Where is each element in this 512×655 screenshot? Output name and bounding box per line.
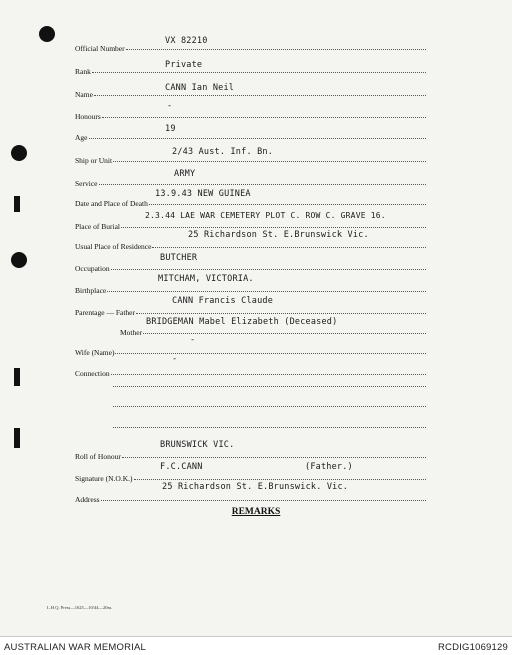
age-row (75, 124, 426, 142)
blank-line (113, 427, 426, 428)
name-label: Name (75, 89, 93, 99)
parentage-mother-value: BRIDGEMAN Mabel Elizabeth (Deceased) (146, 317, 338, 327)
punch-hole-icon (39, 26, 55, 42)
signature-row (75, 468, 426, 482)
connection-row (75, 363, 426, 377)
official-number-label: Official Number (75, 43, 125, 53)
official-number-row (75, 38, 426, 52)
name-row (75, 84, 426, 98)
connection-label: Connection (75, 368, 110, 378)
address-label: Address (75, 494, 100, 504)
printer-note: L.H.Q. Press—1625—10/44—20m. (47, 605, 113, 610)
address-value: 25 Richardson St. E.Brunswick. Vic. (162, 482, 349, 492)
date-place-death-label: Date and Place of Death (75, 198, 148, 208)
rank-value: Private (165, 60, 203, 70)
honours-label: Honours (75, 111, 101, 121)
parentage-father-label: Parentage — Father (75, 307, 135, 317)
rank-label: Rank (75, 66, 91, 76)
birthplace-value: MITCHAM, VICTORIA. (158, 274, 254, 284)
age-label: Age (75, 132, 88, 142)
wife-value: - (190, 335, 196, 345)
footer-record-id: RCDIG1069129 (438, 642, 508, 653)
signature-label: Signature (N.O.K.) (75, 473, 133, 483)
blank-line (113, 406, 426, 407)
archive-footer (0, 636, 512, 655)
punch-mark-icon (14, 368, 20, 386)
occupation-value: BUTCHER (160, 253, 198, 263)
honours-value: - (167, 101, 173, 111)
place-of-burial-label: Place of Burial (75, 221, 120, 231)
official-number-value: VX 82210 (165, 36, 208, 46)
wife-row (75, 342, 426, 356)
usual-residence-label: Usual Place of Residence (75, 241, 152, 251)
parentage-father-value: CANN Francis Claude (172, 296, 274, 306)
name-value: CANN Ian Neil (165, 83, 235, 93)
rank-row (75, 61, 426, 75)
roll-of-honour-value: BRUNSWICK VIC. (160, 440, 235, 450)
ship-or-unit-label: Ship or Unit (75, 155, 113, 165)
place-of-burial-value: 2.3.44 LAE WAR CEMETERY PLOT C. ROW C. GRAVE 16. (145, 211, 386, 220)
roll-of-honour-label: Roll of Honour (75, 451, 121, 461)
remarks-heading: REMARKS (231, 507, 281, 517)
occupation-label: Occupation (75, 263, 110, 273)
occupation-row (75, 258, 426, 272)
wife-label: Wife (Name) (75, 347, 115, 357)
honours-row (75, 106, 426, 120)
signature-value: F.C.CANN (160, 462, 203, 472)
birthplace-label: Birthplace (75, 285, 107, 295)
ship-or-unit-value: 2/43 Aust. Inf. Bn. (172, 147, 274, 157)
service-row (75, 173, 426, 187)
signature-relation: (Father.) (305, 462, 353, 472)
connection-value: - (172, 354, 178, 364)
service-value: ARMY (174, 169, 196, 179)
punch-hole-icon (11, 145, 27, 161)
service-label: Service (75, 178, 98, 188)
punch-mark-icon (14, 196, 20, 212)
roll-of-honour-row (75, 446, 426, 460)
age-value: 19 (165, 124, 176, 134)
parentage-mother-label: Mother (120, 327, 143, 337)
punch-hole-icon (11, 252, 27, 268)
punch-mark-icon (14, 428, 20, 448)
date-place-death-value: 13.9.43 NEW GUINEA (155, 189, 251, 199)
usual-residence-value: 25 Richardson St. E.Brunswick Vic. (188, 230, 369, 240)
blank-line (113, 386, 426, 387)
footer-institution: AUSTRALIAN WAR MEMORIAL (4, 642, 147, 653)
